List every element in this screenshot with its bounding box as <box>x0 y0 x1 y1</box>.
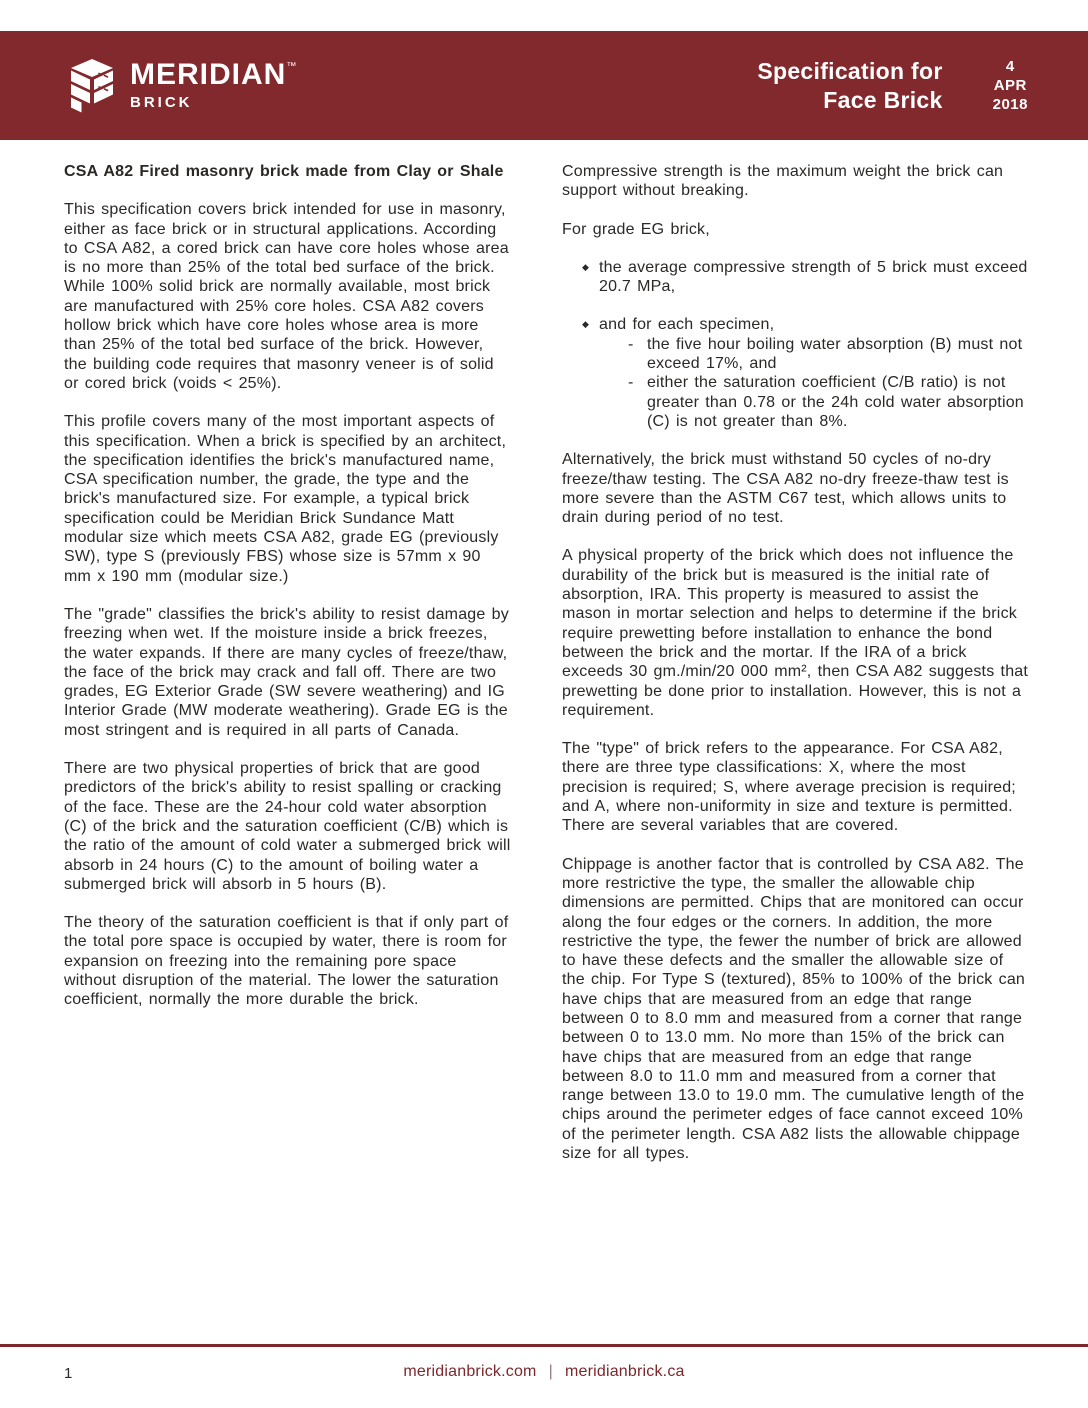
link-meridianbrick-com[interactable]: meridianbrick.com <box>403 1363 537 1380</box>
footer <box>0 1363 1088 1391</box>
bullet-icon: ◆ <box>582 319 590 330</box>
link-meridianbrick-ca[interactable]: meridianbrick.ca <box>564 1363 685 1380</box>
paragraph: The "grade" classifies the brick's ability to resist damage by freezing when wet. If the moisture inside a brick freezes, the water expands. If there are many cycles of freeze/thaw, the face of the brick may crack and fall off. There are two grades, EG Exterior Grade (SW severe weathering) and IG Interior Grade (MW moderate weathering). Grade EG is the most stringent and is required in all parts of Canada. <box>64 605 509 739</box>
paragraph: Chippage is another factor that is controlled by CSA A82. The more restrictive the type, the smaller the allowable chip dimensions are permitted. Chips that are monitored can occur along the four edges or the corners. In addition, the more restrictive the type, the fewer the number of brick are allowed to have these defects and the smaller the allowable size of the chip. For Type S (textured), 85% to 100% of the brick can have chips that are measured from an edge that range between 0 to 8.0 mm and measured from a corner that range between 0 to 13.0 mm. No more than 15% of the brick can have chips that are measured from an edge that range between 8.0 to 11.0 mm and measured from a corner that range between 13.0 to 19.0 mm. The cumulative length of the chips around the perimeter edges of face cannot exceed 10% of the perimeter length. CSA A82 lists the allowable chippage size for all types. <box>562 855 1026 1163</box>
sub-item-text: the five hour boiling water absorption (B) must not exceed 17%, and <box>647 335 1023 373</box>
bullet-icon: ◆ <box>582 261 590 272</box>
bullet-item <box>562 315 1030 431</box>
left-column <box>64 162 512 1182</box>
brand-sub-name: BRICK <box>130 94 193 111</box>
paragraph: Alternatively, the brick must withstand 50 cycles of no-dry freeze/thaw testing. The CSA A82 no-dry freeze-thaw test is more severe than the ASTM C67 test, which allows units to drain during period of no test. <box>562 451 1009 527</box>
paragraph: This specification covers brick intended for use in masonry, either as face brick or in structural applications. According to CSA A82, a cored brick can have core holes whose area is no more than 25% of the total bed surface of the brick. While 100% solid brick are normally available, most brick are manufactured with 25% core holes. CSA A82 covers hollow brick which have core holes whose area is more than 25% of the total bed surface of the brick. However, the building code requires that masonry veneer is of solid or cored brick (voids < 25%). <box>64 201 509 392</box>
brand-name: MERIDIAN <box>130 58 287 91</box>
footer-divider <box>0 1344 1088 1347</box>
paragraph: Compressive strength is the maximum weight the brick can support without breaking. <box>562 163 1004 200</box>
paragraph: For grade EG brick, <box>562 220 710 238</box>
header-band <box>0 31 1088 140</box>
meridian-brick-logo <box>62 55 296 117</box>
page-title-line2: Face Brick <box>823 86 943 113</box>
sub-list-item <box>599 335 1030 374</box>
right-column <box>562 162 1030 1182</box>
dash-icon: - <box>628 335 634 353</box>
sub-item-text: either the saturation coefficient (C/B ratio) is not greater than 0.78 or the 24h cold water absorption (C) is not greater than 8%. <box>647 374 1024 430</box>
bullet-text <box>599 315 1030 431</box>
header-right <box>757 57 1028 115</box>
trademark-symbol: ™ <box>286 61 297 72</box>
page-title <box>757 57 942 115</box>
logo-text <box>130 60 296 111</box>
footer-links <box>0 1363 1088 1381</box>
paragraph: The "type" of brick refers to the appearance. For CSA A82, there are three type classifications: X, where the most precision is required; S, where average precision is required; and A, where non-uniformity in size and texture is permitted. There are several variables that are covered. <box>562 740 1016 835</box>
page-number: 1 <box>64 1365 73 1382</box>
section-heading: CSA A82 Fired masonry brick made from Clay or Shale <box>64 163 504 180</box>
document-body <box>0 140 1088 1182</box>
paragraph: The theory of the saturation coefficient is that if only part of the total pore space is occupied by water, there is room for expansion on freezing into the remaining pore space without disruption of the material. The lower the saturation coefficient, normally the more durable the brick. <box>64 914 509 1009</box>
bullet-item <box>562 258 1030 297</box>
footer-separator: | <box>548 1363 553 1380</box>
date-month: APR <box>993 77 1027 94</box>
document-date <box>993 57 1028 114</box>
bullet-text-line: and for each specimen, <box>599 316 775 334</box>
paragraph: There are two physical properties of brick that are good predictors of the brick's ability to resist spalling or cracking of the face. These are the 24-hour cold water absorption (C) of the brick and the saturation coefficient (C/B) which is the ratio of the amount of cold water a submerged brick will absorb in 24 hours (C) to the amount of boiling water a submerged brick will absorb in 5 hours (B). <box>64 760 511 893</box>
paragraph: A physical property of the brick which does not influence the durability of the brick but is measured is the initial rate of absorption, IRA. This property is measured to assist the mason in mortar selection and helps to determine if the brick require prewetting before installation to enhance the bond between the brick and the mortar. If the IRA of a brick exceeds 30 gm./min/20 000 mm², then CSA A82 suggests that prewetting be done prior to installation. However, this is not a requirement. <box>562 547 1029 719</box>
page-title-line1: Specification for <box>757 57 943 84</box>
bullet-text: the average compressive strength of 5 brick must exceed 20.7 MPa, <box>599 258 1028 296</box>
date-year: 2018 <box>992 96 1028 113</box>
brick-stack-icon <box>62 55 118 117</box>
date-day: 4 <box>1005 58 1015 75</box>
dash-icon: - <box>628 374 634 392</box>
paragraph: This profile covers many of the most important aspects of this specification. When a brick is specified by an architect, the specification identifies the brick's manufactured name, CSA specification number, the grade, the type and the brick's manufactured size. For example, a typical brick specification could be Meridian Brick Sundance Matt modular size which meets CSA A82, grade EG (previously SW), type S (previously FBS) whose size is 57mm x 90 mm x 190 mm (modular size.) <box>64 413 507 585</box>
sub-list-item <box>599 373 1030 431</box>
